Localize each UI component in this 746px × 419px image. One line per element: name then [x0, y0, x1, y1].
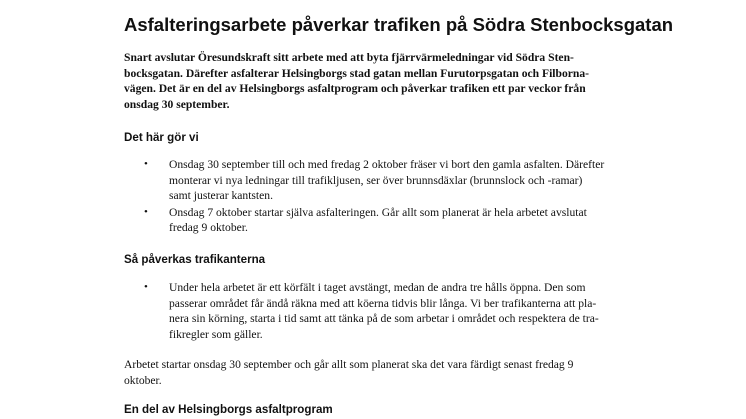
section-heading-sa-paverkas-trafikanterna: Så påverkas trafikanterna [124, 253, 266, 266]
list-item-line: fredag 9 oktober. [169, 221, 248, 235]
list-item-line: • Under hela arbetet är ett körfält i taget avstängt, medan de andra tre hålls öppna. Den som [169, 281, 586, 294]
lead-line: bocksgatan. Därefter asfalterar Helsingborgs stad gatan mellan Furutorpsgatan och Filborna- [124, 66, 590, 80]
list-item-line: passerar området får ändå räkna med att köerna tidvis blir långa. Vi ber trafikanterna att pla- [169, 296, 597, 310]
list-item-line: monterar vi nya ledningar till trafikljusen, ser över brunnsdäxlar (brunnslock och -ramar) [169, 173, 583, 187]
section2-bullet-list [124, 280, 599, 343]
section-heading-det-har-gor-vi: Det här gör vi [124, 131, 199, 144]
list-item-line: • Onsdag 7 oktober startar själva asfalteringen. Går allt som planerat är hela arbetet avslutat [169, 205, 587, 219]
list-item [124, 280, 599, 342]
list-item-line: samt justerar kantsten. [169, 189, 273, 203]
list-item [124, 157, 604, 204]
closing-line: oktober. [124, 373, 162, 387]
list-item-line: fikregler som gäller. [169, 327, 263, 341]
list-item-line: • Onsdag 30 september till och med fredag 2 oktober fräser vi bort den gamla asfalten. Därefter [169, 158, 605, 171]
article-title: Asfalteringsarbete påverkar trafiken på Södra Stenbocksgatan [124, 14, 674, 35]
closing-paragraph [124, 357, 573, 388]
lead-paragraph [124, 50, 654, 112]
list-item-line: nera sin körning, starta i tid samt att tänka på de som arbetar i området och respektera de tra- [169, 312, 599, 326]
lead-line: Snart avslutar Öresundskraft sitt arbete med att byta fjärrvärmeledningar vid Södra Sten- [124, 51, 574, 64]
section1-bullet-list [124, 157, 604, 237]
lead-line: onsdag 30 september. [124, 97, 230, 111]
lead-line: vägen. Det är en del av Helsingborgs asfaltprogram och påverkar trafiken ett par veckor från [124, 82, 586, 96]
section-heading-asfaltprogram: En del av Helsingborgs asfaltprogram [124, 403, 333, 416]
list-item [124, 205, 604, 236]
closing-line: Arbetet startar onsdag 30 september och går allt som planerat ska det vara färdigt senast fredag 9 [124, 358, 574, 371]
